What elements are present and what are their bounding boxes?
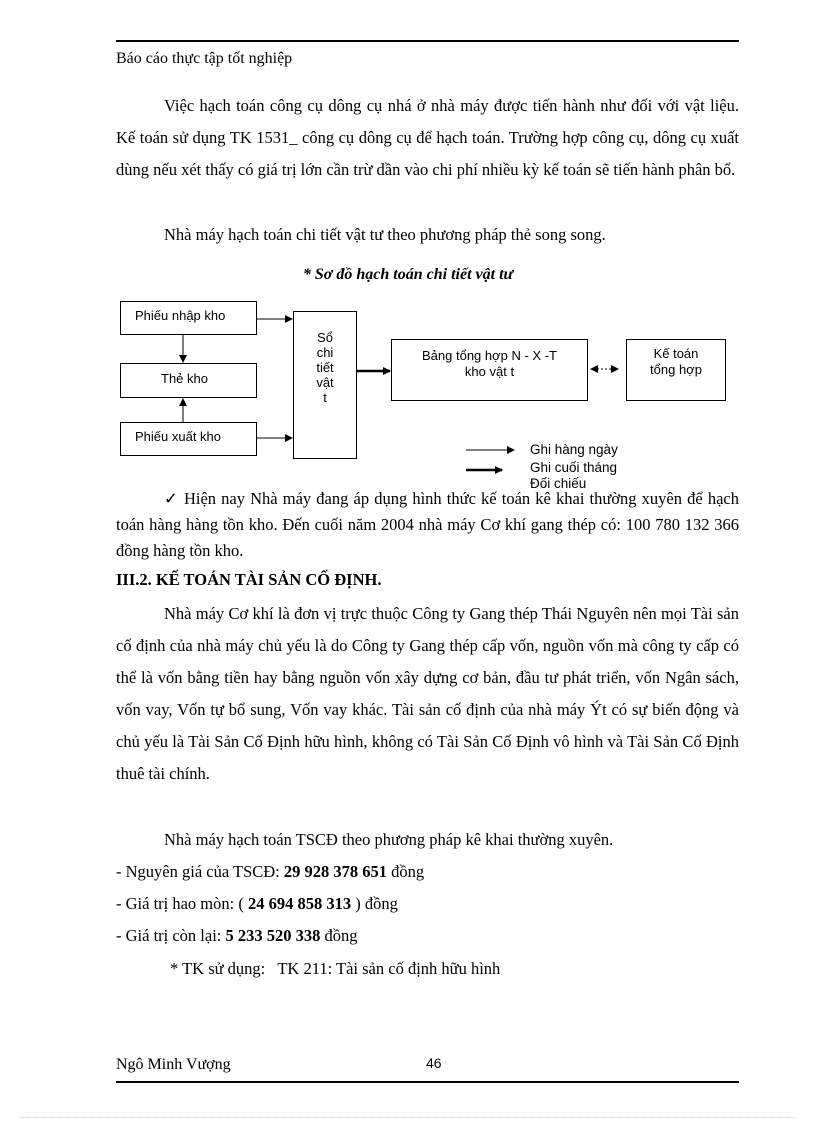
- box-ke-toan-line-1: Kế toán: [653, 346, 699, 361]
- legend-daily-label: Ghi hàng ngày: [530, 442, 618, 457]
- box-phieu-nhap-kho-label: Phiếu nhập kho: [135, 308, 226, 323]
- header-rule: [116, 40, 739, 42]
- footer-page-number: 46: [426, 1055, 442, 1071]
- box-ke-toan-tong-hop: [626, 339, 726, 401]
- diagram-title: * Sơ đồ hạch toán chi tiết vật tư: [302, 266, 514, 283]
- nguyen-gia-value: 29 928 378 651: [283, 862, 388, 881]
- con-lai-label: - Giá trị còn lại:: [116, 926, 226, 945]
- line-con-lai: [116, 926, 358, 946]
- box-the-kho: [120, 363, 257, 398]
- nguyen-gia-unit: đồng: [387, 862, 425, 881]
- box-so-chi-tiet-line-5: t: [323, 390, 327, 405]
- box-so-chi-tiet-line-3: tiết: [316, 360, 334, 375]
- hao-mon-unit: ) đồng: [351, 894, 398, 913]
- box-so-chi-tiet-line-4: vật: [316, 375, 334, 390]
- intro-paragraph-2: Nhà máy hạch toán chi tiết vật tư theo phương pháp thẻ song song.: [164, 225, 606, 244]
- footer-author: Ngô Minh Vượng: [116, 1056, 231, 1073]
- hao-mon-label: - Giá trị hao mòn: (: [116, 894, 248, 913]
- legend-compare-label: Đối chiếu: [530, 476, 587, 491]
- line-hao-mon: [116, 894, 398, 914]
- body-paragraph-fixed-assets: Nhà máy Cơ khí là đơn vị trực thuộc Công ty Gang thép Thái Nguyên nên mọi Tài sản cố định của nhà máy chủ yếu là do Công ty Gang thép cấp vốn, nguồn vốn mà công ty cấp có thể là vốn bằng tiền hay bằng nguồn vốn xây dựng cơ bản, đầu tư phát triển, vốn Ngân sách, vốn vay, Vốn tự bổ sung, Vốn vay khác. Tài sản cố định của nhà máy Ýt có sự biến động và chủ yếu là Tài Sản Cố Định hữu hình, không có Tài Sản Cố Định vô hình và Tài Sản Cố Định thuê tài chính.: [116, 604, 739, 783]
- legend-monthly-label: Ghi cuối tháng: [530, 460, 618, 475]
- box-so-chi-tiet-line-1: Sổ: [317, 330, 333, 345]
- con-lai-value: 5 233 520 338: [225, 926, 321, 945]
- box-bang-tong-hop-line-1: Bảng tổng hợp N - X -T: [422, 348, 557, 363]
- box-phieu-xuat-kho: [120, 422, 257, 456]
- line-nguyen-gia: [116, 862, 424, 882]
- page-bottom-dotted-line: [20, 1117, 796, 1118]
- hao-mon-value: 24 694 858 313: [247, 894, 352, 913]
- box-so-chi-tiet-line-2: chi: [316, 345, 334, 360]
- box-phieu-nhap-kho: [120, 301, 257, 335]
- body-paragraph-method: Nhà máy hạch toán TSCĐ theo phương pháp kê khai thường xuyên.: [164, 830, 614, 849]
- nguyen-gia-label: - Nguyên giá của TSCĐ:: [116, 862, 284, 881]
- box-bang-tong-hop: [391, 339, 588, 401]
- footer-rule: [116, 1081, 739, 1083]
- intro-paragraph-1: Việc hạch toán công cụ dông cụ nhá ở nhà máy được tiến hành như đối với vật liệu. Kế toán sử dụng TK 1531_ công cụ dông cụ để hạch toán. Trường hợp công cụ, dông cụ xuất dùng nếu xét thấy có giá trị lớn cần trừ dần vào chi phí nhiều kỳ kế toán sẽ tiến hành phân bổ.: [116, 96, 739, 179]
- line-tk-su-dung: * TK sử dụng: TK 211: Tài sản cố định hữu hình: [170, 959, 501, 978]
- box-ke-toan-line-2: tổng hợp: [650, 362, 702, 377]
- box-phieu-xuat-kho-label: Phiếu xuất kho: [135, 429, 222, 444]
- box-the-kho-label: Thẻ kho: [161, 371, 208, 386]
- box-bang-tong-hop-line-2: kho vật t: [464, 364, 515, 379]
- con-lai-unit: đồng: [320, 926, 358, 945]
- section-heading: III.2. KẾ TOÁN TÀI SẢN CỐ ĐỊNH.: [116, 570, 382, 589]
- body-paragraph-inventory: ✓ Hiện nay Nhà máy đang áp dụng hình thức kế toán kê khai thường xuyên để hạch toán hàng hàng tồn kho. Đến cuối năm 2004 nhà máy Cơ khí gang thép có: 100 780 132 366 đồng hàng tồn kho.: [116, 489, 739, 560]
- box-so-chi-tiet: [293, 311, 357, 459]
- header-title: Báo cáo thực tập tốt nghiệp: [116, 50, 293, 67]
